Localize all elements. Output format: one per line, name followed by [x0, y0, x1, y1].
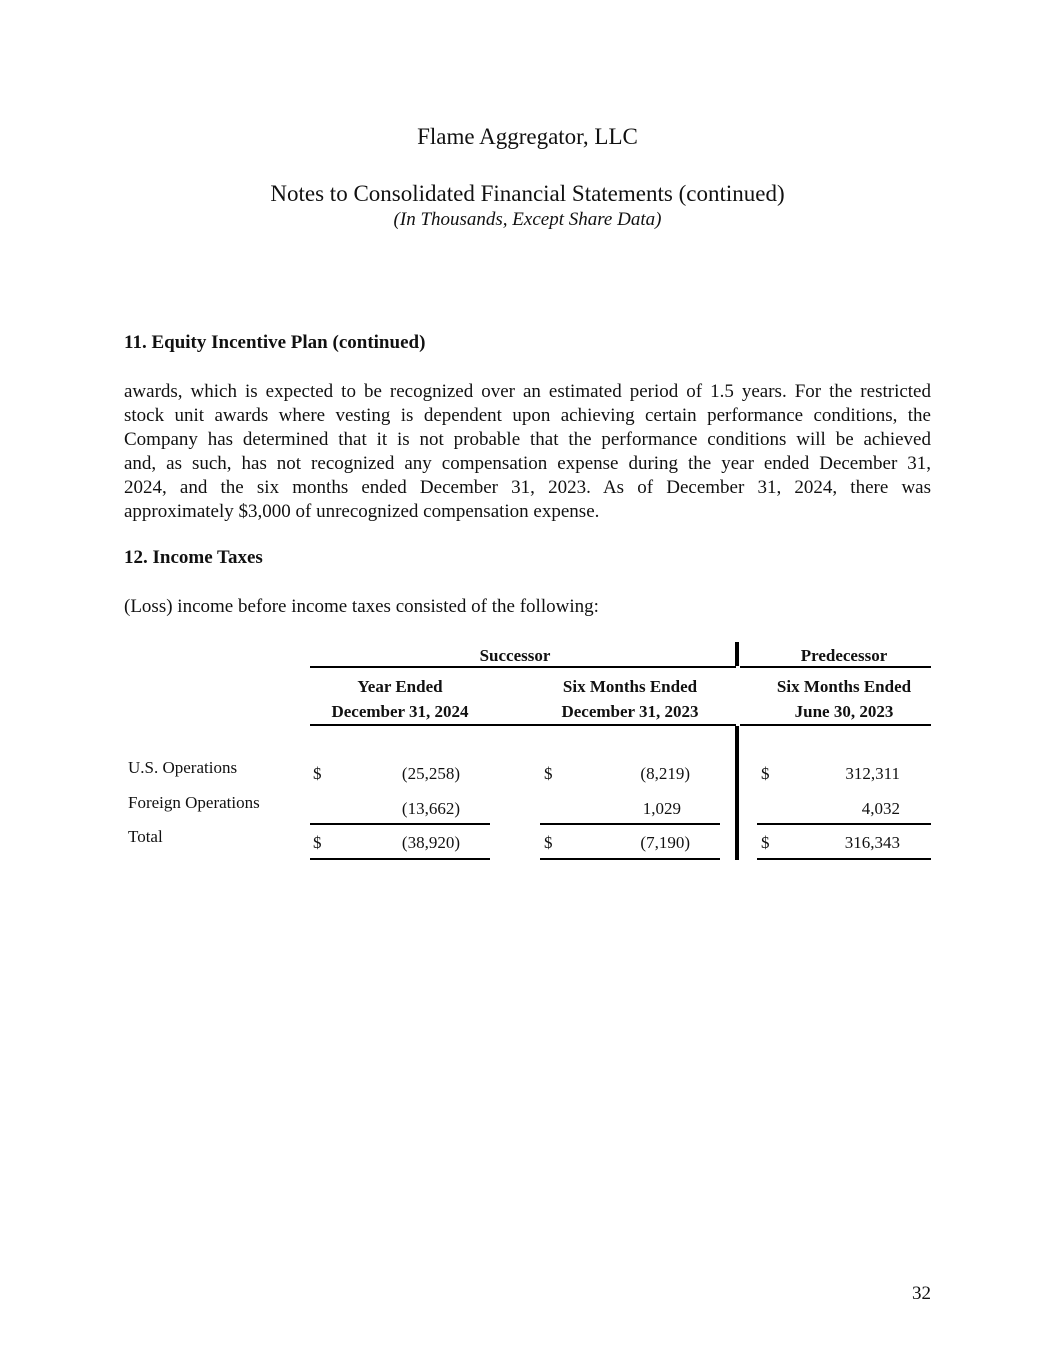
section-11-heading: 11. Equity Incentive Plan (continued): [124, 332, 426, 353]
page-number: 32: [912, 1283, 931, 1304]
currency-symbol: $: [313, 764, 322, 783]
table-cell: 316,343: [844, 833, 900, 852]
row-label: Total: [128, 827, 163, 846]
table-cell: (38,920): [401, 833, 460, 852]
column-header-1-line2: December 31, 2024: [331, 702, 469, 721]
paragraph-line: 2024, and the six months ended December 31, 2023. As of December 31, 2024, there was: [124, 477, 931, 498]
row-label: U.S. Operations: [128, 758, 238, 777]
total-rule: [540, 858, 720, 860]
paragraph-line: awards, which is expected to be recognized over an estimated period of 1.5 years. For the restricted: [124, 381, 931, 402]
currency-symbol: $: [544, 764, 553, 783]
company-name: Flame Aggregator, LLC: [417, 124, 638, 149]
table-cell: (7,190): [640, 833, 690, 852]
table-cell: (13,662): [401, 799, 460, 818]
successor-underline: [310, 666, 736, 668]
section-12-intro: (Loss) income before income taxes consisted of the following:: [124, 596, 599, 617]
total-rule: [757, 858, 931, 860]
table-cell: 1,029: [642, 799, 681, 818]
column-header-3-line1: Six Months Ended: [776, 677, 912, 696]
header-underline: [310, 724, 736, 726]
paragraph-line: Company has determined that it is not probable that the performance conditions will be achieved: [124, 429, 931, 450]
paragraph-line: approximately $3,000 of unrecognized compensation expense.: [124, 501, 600, 522]
paragraph-line: and, as such, has not recognized any compensation expense during the year ended December 31,: [124, 453, 931, 474]
subtotal-rule: [310, 823, 490, 825]
currency-symbol: $: [544, 833, 553, 852]
currency-symbol: $: [761, 764, 770, 783]
column-separator: [735, 642, 739, 666]
column-header-2-line1: Six Months Ended: [562, 677, 698, 696]
table-cell: 312,311: [845, 764, 900, 783]
column-header-1-line1: Year Ended: [357, 677, 443, 696]
paragraph-line: stock unit awards where vesting is dependent upon achieving certain performance conditions, the: [124, 405, 931, 426]
predecessor-underline: [740, 666, 931, 668]
row-label: Foreign Operations: [128, 793, 260, 812]
total-rule: [310, 858, 490, 860]
predecessor-header: Predecessor: [800, 646, 888, 665]
column-header-3-line2: June 30, 2023: [794, 702, 894, 721]
section-12-heading: 12. Income Taxes: [124, 547, 263, 568]
units-note: (In Thousands, Except Share Data): [393, 209, 662, 230]
header-underline: [740, 724, 931, 726]
successor-header: Successor: [479, 646, 551, 665]
column-separator: [735, 726, 739, 860]
currency-symbol: $: [761, 833, 770, 852]
table-cell: 4,032: [861, 799, 900, 818]
table-cell: (8,219): [640, 764, 690, 783]
subtotal-rule: [540, 823, 720, 825]
subtotal-rule: [757, 823, 931, 825]
currency-symbol: $: [313, 833, 322, 852]
column-header-2-line2: December 31, 2023: [561, 702, 699, 721]
table-cell: (25,258): [401, 764, 460, 783]
document-title: Notes to Consolidated Financial Statements (continued): [270, 181, 785, 206]
section-11-paragraph: [124, 380, 931, 524]
